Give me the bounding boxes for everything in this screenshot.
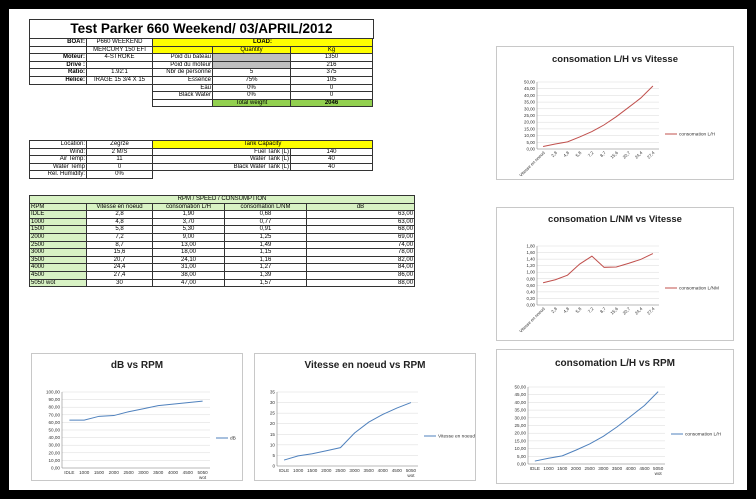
x-tick-label: 1000 [79, 470, 90, 475]
chart-title: Vitesse en noeud vs RPM [304, 360, 426, 371]
perf-cell: 1,27 [225, 264, 307, 272]
load-row [153, 54, 373, 62]
y-tick-label: 0,00 [526, 302, 535, 308]
y-tick-label: 5,00 [517, 453, 526, 459]
x-tick-label: 1500 [307, 468, 318, 473]
condition-value: 11 [87, 156, 153, 164]
x-tick-sublabel: wot [199, 475, 207, 480]
x-tick-label: 3000 [349, 468, 360, 473]
boat-info-value: 4-STROKE [87, 54, 153, 62]
perf-cell: 4000 [30, 264, 87, 272]
perf-row [30, 256, 415, 264]
y-tick-label: 0 [272, 463, 275, 469]
x-tick-label: 20,7 [621, 306, 632, 316]
load-total-row [153, 99, 373, 107]
perf-cell: 1,57 [225, 279, 307, 287]
tank-row [153, 163, 373, 171]
x-tick-label: 5,8 [574, 306, 583, 315]
boat-info-label: Moteur: [30, 54, 87, 62]
perf-cell: 1000 [30, 218, 87, 226]
y-tick-label: 60,00 [48, 419, 60, 425]
load-kg: 1350 [291, 54, 373, 62]
y-tick-label: 20,00 [514, 430, 526, 436]
boat-info-row [30, 76, 153, 84]
perf-cell: 24,10 [153, 256, 225, 264]
boat-info-label: BOAT: [30, 39, 87, 47]
x-tick-label: 2000 [321, 468, 332, 473]
chart-db-vs-rpm [32, 354, 242, 480]
y-tick-label: 15 [269, 431, 275, 437]
x-tick-label: 1000 [543, 466, 554, 471]
x-tick-label: 5050 [653, 466, 664, 471]
perf-cell: 18,00 [153, 249, 225, 257]
tank-value: 40 [291, 163, 373, 171]
perf-cell: 86,00 [307, 271, 415, 279]
condition-label: Air Temp: [30, 156, 87, 164]
perf-cell: 1,90 [153, 211, 225, 219]
perf-column-row [30, 203, 415, 211]
tank-value: 40 [291, 156, 373, 164]
load-row [153, 84, 373, 92]
perf-cell: 24,4 [87, 264, 153, 272]
load-total-label: Total weight [213, 99, 291, 107]
perf-cell: 1,49 [225, 241, 307, 249]
y-tick-label: 0,60 [526, 282, 535, 288]
perf-cell: 2000 [30, 233, 87, 241]
x-tick-label: 15,6 [609, 150, 620, 160]
y-tick-label: 15,00 [524, 126, 535, 132]
perf-cell: 4,8 [87, 218, 153, 226]
load-colheader-row [153, 46, 373, 54]
boat-info-value [87, 61, 153, 69]
condition-row [30, 163, 153, 171]
perf-cell: 63,00 [307, 211, 415, 219]
y-tick-label: 25 [269, 410, 275, 416]
perf-header: RPM / SPEED / CONSUMPTION [30, 196, 415, 204]
perf-cell: 30 [87, 279, 153, 287]
load-kg-header: Kg [291, 46, 373, 54]
perf-cell: 84,00 [307, 264, 415, 272]
y-tick-label: 0,00 [51, 465, 60, 471]
x-tick-label: IDLE [64, 470, 75, 475]
series-line [284, 403, 411, 461]
condition-label: Water Temp [30, 163, 87, 171]
perf-cell: 8,7 [87, 241, 153, 249]
boat-info-label: Drive : [30, 61, 87, 69]
legend-label: consomation L/H [679, 132, 715, 138]
load-row [153, 61, 373, 69]
y-tick-label: 10,00 [48, 457, 60, 463]
y-tick-label: 30 [269, 400, 275, 406]
perf-column-header: RPM [30, 203, 87, 211]
y-tick-label: 20 [269, 421, 275, 427]
perf-row [30, 226, 415, 234]
x-tick-label: 15,6 [609, 306, 620, 316]
x-tick-label: 7,2 [586, 150, 595, 159]
load-row [153, 92, 373, 100]
y-tick-label: 0,00 [526, 146, 535, 152]
chart-title: consomation L/NM vs Vitesse [548, 214, 682, 225]
y-tick-label: 40,00 [524, 92, 535, 98]
chart-title: consomation L/H vs Vitesse [551, 54, 678, 65]
perf-cell: 63,00 [307, 218, 415, 226]
load-quantity: 0% [213, 92, 291, 100]
x-tick-label: 24,4 [633, 306, 644, 316]
tank-table [152, 140, 373, 171]
perf-row [30, 211, 415, 219]
x-tick-label: Vitesse en noeud [518, 306, 546, 334]
y-tick-label: 1,00 [526, 269, 535, 275]
y-tick-label: 45,00 [514, 392, 526, 398]
x-tick-label: 8,7 [598, 150, 607, 159]
y-tick-label: 1,80 [526, 243, 535, 249]
chart-card-lnm-vs-speed [496, 207, 734, 341]
x-tick-label: 2000 [108, 470, 119, 475]
y-tick-label: 30,00 [48, 442, 60, 448]
y-tick-label: 40,00 [514, 399, 526, 405]
perf-cell: 0,91 [225, 226, 307, 234]
tank-label: Black Water Tank (L) [153, 163, 291, 171]
x-tick-sublabel: wot [654, 471, 662, 476]
page-title: Test Parker 660 Weekend/ 03/APRIL/2012 [29, 19, 374, 39]
x-tick-label: 3000 [138, 470, 149, 475]
perf-header-row [30, 196, 415, 204]
boat-info-label [30, 46, 87, 54]
load-total-value: 2046 [291, 99, 373, 107]
x-tick-label: 4500 [639, 466, 650, 471]
spreadsheet-sheet [9, 9, 747, 490]
perf-cell: 4500 [30, 271, 87, 279]
condition-value: 0 [87, 163, 153, 171]
perf-cell: 15,6 [87, 249, 153, 257]
x-tick-label: 27,4 [646, 306, 656, 316]
chart-card-db-vs-rpm [31, 353, 243, 481]
y-tick-label: 5,00 [526, 139, 535, 145]
boat-info-row [30, 54, 153, 62]
perf-row [30, 279, 415, 287]
legend-label: consomation L/NM [679, 286, 719, 292]
y-tick-label: 10 [269, 442, 275, 448]
load-row [153, 76, 373, 84]
boat-info-row [30, 61, 153, 69]
y-tick-label: 30,00 [514, 415, 526, 421]
y-tick-label: 35,00 [524, 99, 535, 105]
boat-info-row [30, 39, 153, 47]
condition-label: Wind: [30, 148, 87, 156]
series-line [69, 401, 202, 420]
perf-cell: 78,00 [307, 249, 415, 257]
perf-row [30, 264, 415, 272]
perf-cell: 3,70 [153, 218, 225, 226]
perf-cell: 5,30 [153, 226, 225, 234]
perf-cell: 20,7 [87, 256, 153, 264]
condition-row [30, 148, 153, 156]
x-tick-label: 3500 [363, 468, 374, 473]
tank-label: Fuel Tank (L) [153, 148, 291, 156]
condition-value: 2 M/S [87, 148, 153, 156]
load-kg: 105 [291, 76, 373, 84]
y-tick-label: 45,00 [524, 86, 535, 92]
boat-info-row [30, 69, 153, 77]
load-quantity: 5 [213, 69, 291, 77]
condition-value: 0% [87, 171, 153, 179]
load-quantity-header: Quantity [213, 46, 291, 54]
chart-speed-vs-rpm [255, 354, 475, 480]
chart-lnm-vs-speed [497, 208, 733, 340]
y-tick-label: 35 [269, 389, 275, 395]
series-line [543, 86, 653, 146]
tank-row [153, 148, 373, 156]
y-tick-label: 0,20 [526, 295, 535, 301]
perf-cell: 3500 [30, 256, 87, 264]
perf-row [30, 249, 415, 257]
y-tick-label: 15,00 [514, 438, 526, 444]
y-tick-label: 80,00 [48, 404, 60, 410]
perf-column-header: Vitesse en noeud [87, 203, 153, 211]
boat-info-row [30, 46, 153, 54]
perf-cell: 1,15 [225, 249, 307, 257]
perf-cell: 0,77 [225, 218, 307, 226]
y-tick-label: 30,00 [524, 106, 535, 112]
load-kg: 375 [291, 69, 373, 77]
chart-lh-vs-speed-top [497, 47, 733, 179]
x-tick-label: 3500 [611, 466, 623, 471]
y-tick-label: 5 [272, 452, 275, 458]
condition-label: Location: [30, 141, 87, 149]
x-tick-label: 24,4 [633, 150, 644, 160]
boat-info-value: P660 WEEKEND [87, 39, 153, 47]
legend-label: dB [230, 436, 236, 442]
y-tick-label: 35,00 [514, 407, 526, 413]
condition-row [30, 141, 153, 149]
series-line [535, 392, 658, 461]
y-tick-label: 25,00 [524, 113, 535, 118]
y-tick-label: 25,00 [514, 423, 526, 428]
tank-header-row [153, 141, 373, 149]
perf-cell: 68,00 [307, 226, 415, 234]
x-tick-label: Vitesse en noeud [518, 150, 546, 178]
x-tick-label: 5050 [197, 470, 208, 475]
condition-label: Rel. Humidity: [30, 171, 87, 179]
perf-column-header: dB [307, 203, 415, 211]
load-label: Nbr de personne [153, 69, 213, 77]
y-tick-label: 50,00 [514, 384, 526, 390]
perf-cell: 31,00 [153, 264, 225, 272]
load-label: Poid du moteur [153, 61, 213, 69]
x-tick-label: 2500 [584, 466, 595, 471]
perf-cell: 27,4 [87, 271, 153, 279]
y-tick-label: 70,00 [48, 412, 60, 418]
x-tick-label: 5,8 [574, 150, 583, 159]
load-kg: 0 [291, 84, 373, 92]
perf-cell: 1,16 [225, 256, 307, 264]
perf-cell: 5050 wot [30, 279, 87, 287]
x-tick-label: 4000 [625, 466, 636, 471]
load-quantity [213, 54, 291, 62]
y-tick-label: 0,40 [526, 289, 535, 295]
x-tick-label: 4,8 [562, 150, 571, 159]
perf-cell: 0,68 [225, 211, 307, 219]
performance-table [29, 195, 415, 287]
load-blank [153, 99, 213, 107]
x-tick-label: 1000 [293, 468, 304, 473]
legend-label: consomation L/H [685, 432, 721, 438]
perf-cell: 9,00 [153, 233, 225, 241]
perf-cell: 2500 [30, 241, 87, 249]
y-tick-label: 100,00 [45, 389, 60, 395]
y-tick-label: 20,00 [48, 450, 60, 456]
perf-cell: 1500 [30, 226, 87, 234]
load-blank [153, 46, 213, 54]
load-kg: 216 [291, 61, 373, 69]
x-tick-label: 4500 [182, 470, 193, 475]
x-tick-label: 5050 [405, 468, 417, 473]
perf-cell: 38,00 [153, 271, 225, 279]
y-tick-label: 1,60 [526, 250, 535, 256]
perf-cell: 82,00 [307, 256, 415, 264]
x-tick-label: 20,7 [621, 150, 632, 160]
perf-cell: 7,2 [87, 233, 153, 241]
x-tick-label: 4000 [377, 468, 388, 473]
load-label: Eau [153, 84, 213, 92]
x-tick-label: 4500 [391, 468, 402, 473]
boat-info-label: Ratio: [30, 69, 87, 77]
boat-info-value: 1.92:1 [87, 69, 153, 77]
legend-label: Vitesse en noeud [438, 434, 475, 440]
perf-cell: IDLE [30, 211, 87, 219]
x-tick-label: IDLE [278, 468, 290, 473]
y-tick-label: 10,00 [514, 446, 526, 452]
perf-cell: 69,00 [307, 233, 415, 241]
perf-column-header: consomation L/H [153, 203, 225, 211]
load-label: Poid du bateau [153, 54, 213, 62]
perf-cell: 3000 [30, 249, 87, 257]
x-tick-label: 27,4 [646, 150, 656, 160]
tank-row [153, 156, 373, 164]
condition-row [30, 156, 153, 164]
load-quantity [213, 61, 291, 69]
x-tick-label: 3000 [598, 466, 609, 471]
chart-card-speed-vs-rpm [254, 353, 476, 481]
chart-card-lh-vs-speed-top [496, 46, 734, 180]
chart-title: dB vs RPM [110, 360, 164, 371]
perf-row [30, 218, 415, 226]
condition-value: Zegrze [87, 141, 153, 149]
condition-row [30, 171, 153, 179]
y-tick-label: 40,00 [48, 435, 60, 441]
x-tick-label: 7,2 [586, 306, 595, 315]
x-tick-label: 8,7 [598, 306, 607, 315]
x-tick-label: 2500 [335, 468, 346, 473]
x-tick-label: 1500 [557, 466, 568, 471]
x-tick-label: 2500 [123, 470, 134, 475]
load-quantity: 0% [213, 84, 291, 92]
y-tick-label: 20,00 [524, 119, 535, 125]
load-quantity: 75% [213, 76, 291, 84]
x-tick-label: 3500 [153, 470, 164, 475]
load-header-row [153, 39, 373, 47]
perf-cell: 1,25 [225, 233, 307, 241]
x-tick-label: IDLE [529, 466, 540, 471]
chart-title: consomation L/H vs RPM [554, 358, 675, 369]
perf-cell: 88,00 [307, 279, 415, 287]
perf-column-header: consomation L/NM [225, 203, 307, 211]
boat-info-value: MERCURY 150 EFI [87, 46, 153, 54]
x-tick-label: 4000 [167, 470, 179, 475]
load-label: Black Water [153, 92, 213, 100]
load-label: Essence [153, 76, 213, 84]
x-tick-label: 2,8 [550, 306, 559, 315]
load-kg: 0 [291, 92, 373, 100]
x-tick-label: 1500 [93, 470, 105, 475]
y-tick-label: 1,40 [526, 256, 535, 262]
perf-row [30, 241, 415, 249]
y-tick-label: 50,00 [524, 79, 535, 85]
chart-lh-vs-rpm [497, 350, 733, 483]
x-tick-sublabel: wot [407, 473, 415, 478]
tank-header: Tank Capacity [153, 141, 373, 149]
tank-value: 140 [291, 148, 373, 156]
y-tick-label: 10,00 [524, 133, 535, 139]
perf-cell: 47,00 [153, 279, 225, 287]
perf-cell: 5,8 [87, 226, 153, 234]
tank-label: Water Tank (L) [153, 156, 291, 164]
y-tick-label: 50,00 [48, 427, 60, 433]
perf-row [30, 271, 415, 279]
conditions-table [29, 140, 153, 179]
load-header: LOAD: [153, 39, 373, 47]
boat-info-label: Helice: [30, 76, 87, 84]
perf-cell: 13,00 [153, 241, 225, 249]
load-row [153, 69, 373, 77]
series-line [543, 254, 653, 283]
perf-cell: 1,39 [225, 271, 307, 279]
chart-card-lh-vs-rpm [496, 349, 734, 484]
y-tick-label: 90,00 [48, 397, 60, 403]
y-tick-label: 0,80 [526, 276, 535, 282]
perf-row [30, 233, 415, 241]
y-tick-label: 0,00 [517, 461, 526, 467]
load-table [152, 38, 373, 107]
perf-cell: 74,00 [307, 241, 415, 249]
boat-info-value: IRAGE 15 3/4 X 15 [87, 76, 153, 84]
y-tick-label: 1,20 [526, 263, 535, 269]
perf-cell: 2,8 [87, 211, 153, 219]
x-tick-label: 2000 [570, 466, 582, 471]
boat-info-table [29, 38, 153, 85]
x-tick-label: 2,8 [550, 150, 559, 159]
x-tick-label: 4,8 [562, 306, 571, 315]
